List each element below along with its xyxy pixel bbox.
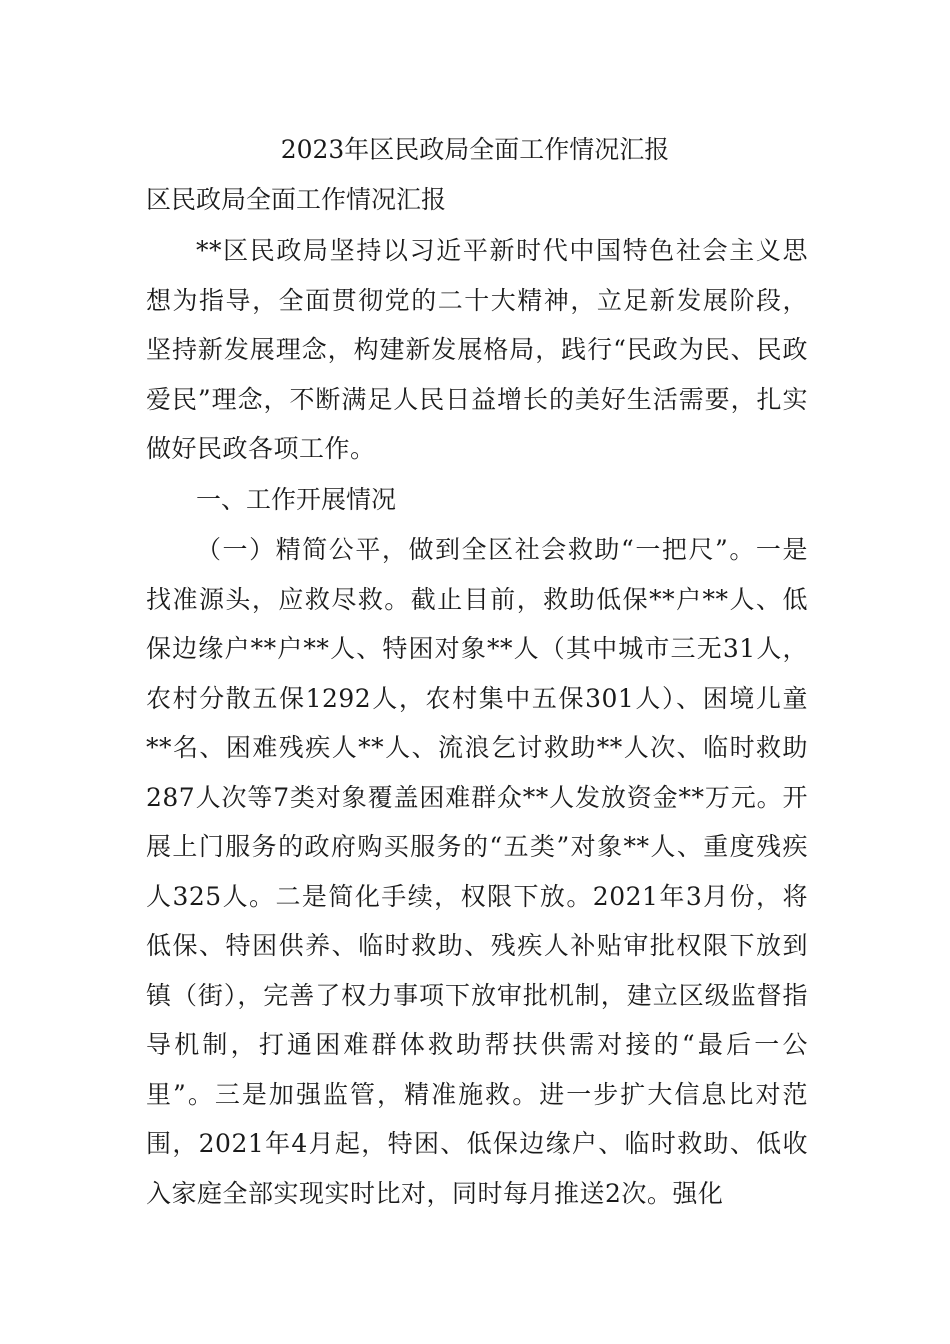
- document-title: 2023年区民政局全面工作情况汇报: [280, 135, 670, 164]
- section-heading: 一、工作开展情况: [196, 485, 397, 514]
- intro-paragraph: **区民政局坚持以习近平新时代中国特色社会主义思想为指导，全面贯彻党的二十大精神，立足新发展阶段，坚持新发展理念，构建新发展格局，践行“民政为民、民政爱民”理念，不断满足人民日益增长的美好生活需要，扎实做好民政各项工作。: [146, 236, 808, 463]
- section-paragraph: （一）精简公平，做到全区社会救助“一把尺”。一是找准源头，应救尽救。截止目前，救助低保**户**人、低保边缘户**户**人、特困对象**人（其中城市三无31人，农村分散五保1292人，农村集中五保301人）、困境儿童**名、困难残疾人**人、流浪乞讨救助**人次、临时救助287人次等7类对象覆盖困难群众**人发放资金**万元。开展上门服务的政府购买服务的“五类”对象**人、重度残疾人325人。二是简化手续，权限下放。2021年3月份，将低保、特困供养、临时救助、残疾人补贴审批权限下放到镇（街），完善了权力事项下放审批机制，建立区级监督指导机制，打通困难群体救助帮扶供需对接的“最后一公里”。三是加强监管，精准施救。进一步扩大信息比对范围，2021年4月起，特困、低保边缘户、临时救助、低收入家庭全部实现实时比对，同时每月推送2次。强化: [146, 535, 808, 1208]
- document-subtitle: 区民政局全面工作情况汇报: [146, 185, 447, 214]
